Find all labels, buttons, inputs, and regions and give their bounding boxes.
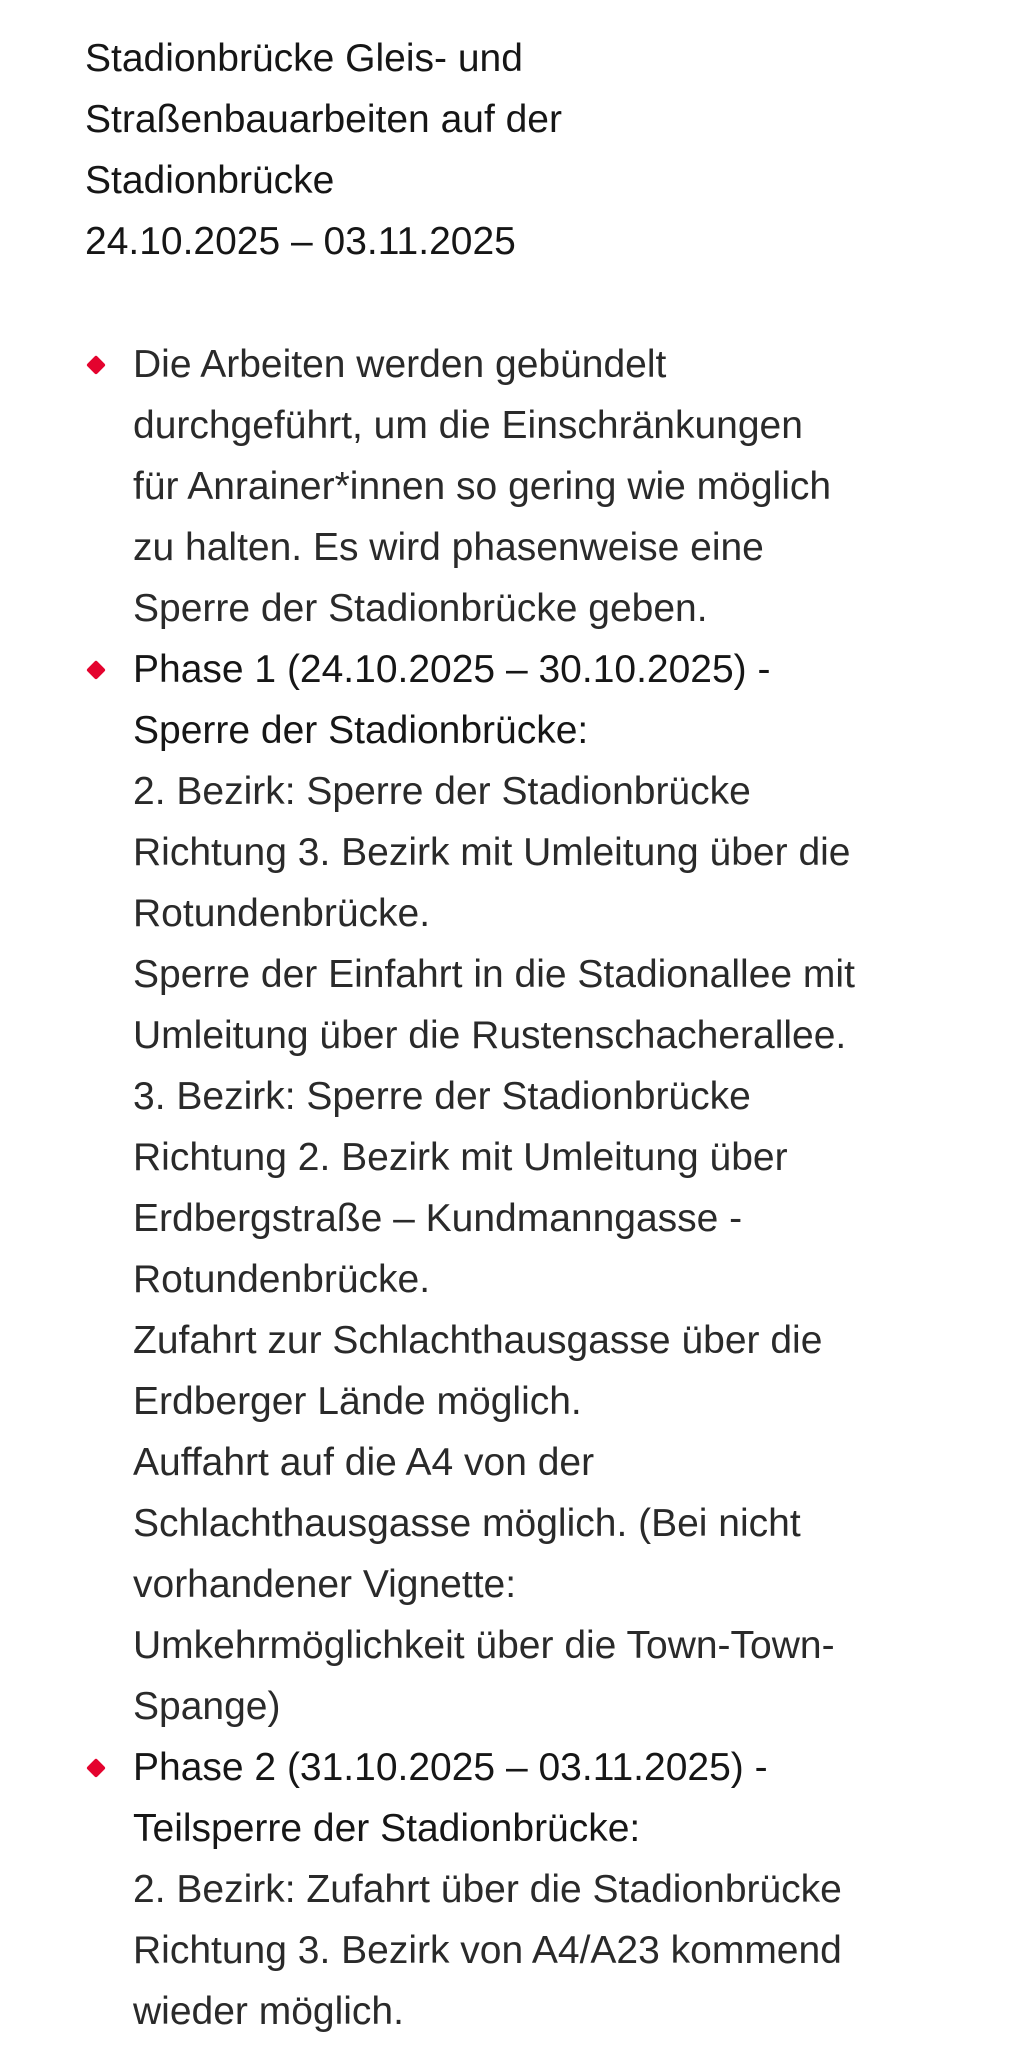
bullet-text-line: Zufahrt zur Schlachthausgasse über die bbox=[133, 1319, 823, 1362]
red-diamond-bullet-icon bbox=[86, 1758, 106, 1778]
phase-title-line: Phase 2 (31.10.2025 – 03.11.2025) - bbox=[133, 1746, 768, 1789]
info-bullet-list bbox=[85, 334, 985, 2042]
phase-title-line: Phase 1 (24.10.2025 – 30.10.2025) - bbox=[133, 648, 771, 691]
bullet-text-line: Sperre der Einfahrt in die Stadionallee mit bbox=[133, 953, 855, 996]
bullet-text-line: Rotundenbrücke. bbox=[133, 892, 431, 935]
page-title bbox=[85, 28, 985, 272]
phase-title-line: Teilsperre der Stadionbrücke: bbox=[133, 1807, 641, 1850]
bullet-text-line: Umkehrmöglichkeit über die Town-Town- bbox=[133, 1624, 835, 1667]
phase-title-line: Sperre der Stadionbrücke: bbox=[133, 709, 589, 752]
list-item-phase-2 bbox=[85, 1737, 985, 2042]
bullet-text-line: Die Arbeiten werden gebündelt bbox=[133, 343, 667, 386]
list-item-overview bbox=[85, 334, 985, 639]
bullet-text-line: Erdberger Lände möglich. bbox=[133, 1380, 582, 1423]
bullet-text-line: Umleitung über die Rustenschacherallee. bbox=[133, 1014, 847, 1057]
bullet-text-line: 2. Bezirk: Sperre der Stadionbrücke bbox=[133, 770, 751, 813]
bullet-text-line: Auffahrt auf die A4 von der bbox=[133, 1441, 595, 1484]
bullet-text-line: 3. Bezirk: Sperre der Stadionbrücke bbox=[133, 1075, 751, 1118]
bullet-text-line: Schlachthausgasse möglich. (Bei nicht bbox=[133, 1502, 801, 1545]
bullet-text-line: Spange) bbox=[133, 1685, 281, 1728]
bullet-text-line: durchgeführt, um die Einschränkungen bbox=[133, 404, 803, 447]
bullet-text-line: Rotundenbrücke. bbox=[133, 1258, 431, 1301]
bullet-text-line: Sperre der Stadionbrücke geben. bbox=[133, 587, 708, 630]
title-line: Stadionbrücke bbox=[85, 159, 335, 202]
bullet-text-line: Richtung 3. Bezirk von A4/A23 kommend bbox=[133, 1929, 842, 1972]
bullet-text-line: 2. Bezirk: Zufahrt über die Stadionbrücke bbox=[133, 1868, 842, 1911]
red-diamond-bullet-icon bbox=[86, 355, 106, 375]
bullet-text-line: zu halten. Es wird phasenweise eine bbox=[133, 526, 764, 569]
bullet-text-line: Erdbergstraße – Kundmanngasse - bbox=[133, 1197, 743, 1240]
bullet-text-line: Richtung 2. Bezirk mit Umleitung über bbox=[133, 1136, 788, 1179]
date-range: 24.10.2025 – 03.11.2025 bbox=[85, 220, 516, 263]
article-content bbox=[85, 28, 985, 2042]
bullet-text-line: vorhandener Vignette: bbox=[133, 1563, 517, 1606]
title-line: Straßenbauarbeiten auf der bbox=[85, 98, 562, 141]
red-diamond-bullet-icon bbox=[86, 660, 106, 680]
bullet-text-line: wieder möglich. bbox=[133, 1990, 404, 2033]
title-line: Stadionbrücke Gleis- und bbox=[85, 37, 523, 80]
bullet-text-line: für Anrainer*innen so gering wie möglich bbox=[133, 465, 832, 508]
list-item-phase-1 bbox=[85, 639, 985, 1737]
bullet-text-line: Richtung 3. Bezirk mit Umleitung über die bbox=[133, 831, 851, 874]
